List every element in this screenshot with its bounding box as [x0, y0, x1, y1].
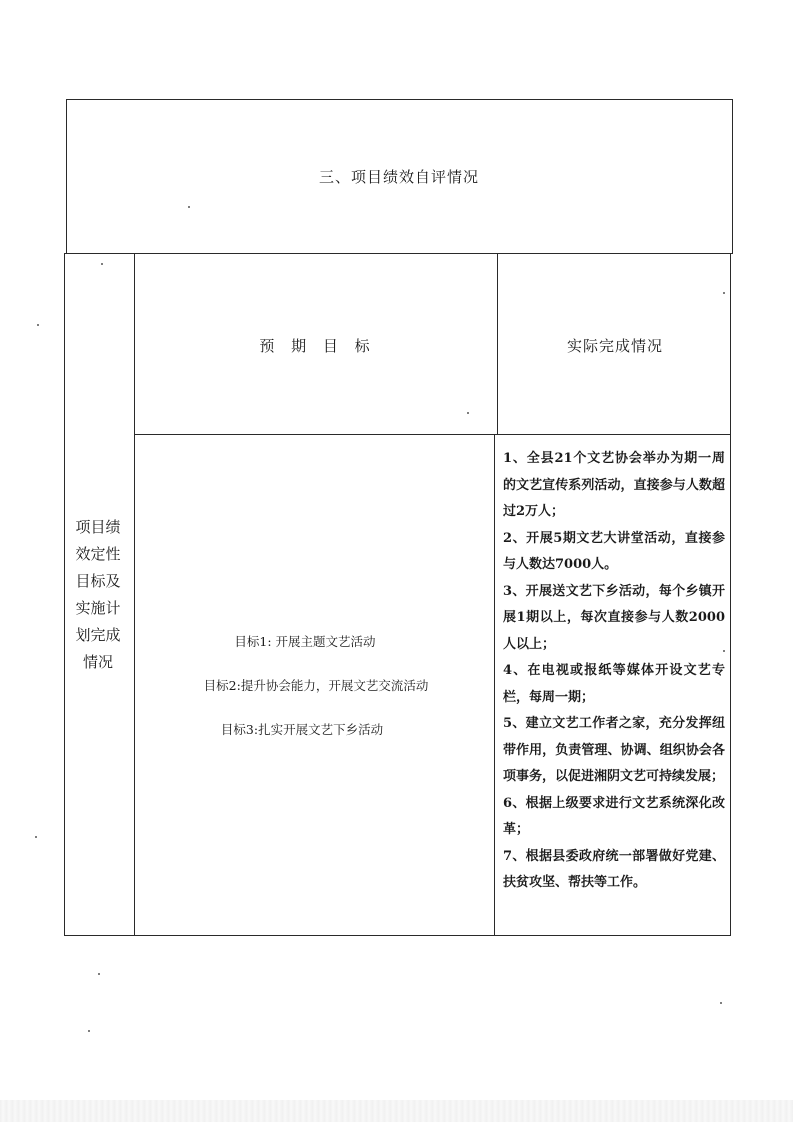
actual-item: 4、在电视或报纸等媒体开设文艺专栏，每周一期； — [503, 663, 725, 705]
scan-speck — [188, 206, 190, 208]
header-actual-completion: 实际完成情况 — [566, 336, 663, 355]
actual-item: 1、全县21个文艺协会举办为期一周的文艺宣传系列活动，直接参与人数超过2万人； — [503, 451, 725, 519]
label-column-divider — [134, 253, 135, 936]
scan-speck — [467, 412, 469, 414]
goal-item: 目标1: 开展主题文艺活动 — [234, 634, 376, 649]
section-title: 三、项目绩效自评情况 — [318, 167, 479, 186]
actual-item: 2、开展5期文艺大讲堂活动，直接参与人数达7000人。 — [503, 530, 725, 572]
header-row-divider — [135, 434, 731, 435]
actual-completion-cell — [503, 446, 725, 897]
scan-edge-texture — [0, 1100, 793, 1122]
scan-speck — [98, 973, 100, 975]
title-row-divider — [65, 253, 733, 254]
row-label: 项目绩效定性目标及实施计划完成情况 — [75, 518, 121, 671]
scan-speck — [723, 650, 725, 652]
table-border-right-top — [732, 99, 733, 254]
header-expected-goals: 预 期 目 标 — [259, 336, 376, 355]
actual-item: 7、根据县委政府统一部署做好党建、扶贫攻坚、帮扶等工作。 — [503, 848, 725, 890]
actual-item: 5、建立文艺工作者之家，充分发挥纽带作用，负责管理、协调、组织协会各项事务，以促进湘阴文艺可持续发展； — [503, 716, 725, 784]
scan-speck — [723, 292, 725, 294]
scan-speck — [101, 263, 103, 265]
scan-speck — [720, 1002, 722, 1004]
actual-item: 6、根据上级要求进行文艺系统深化改革； — [503, 795, 725, 837]
goal-item: 目标2:提升协会能力，开展文艺交流活动 — [203, 678, 429, 693]
goal-item: 目标3:扎实开展文艺下乡活动 — [220, 722, 384, 737]
table-border-bottom — [64, 935, 731, 936]
scan-speck — [88, 1030, 90, 1032]
scan-speck — [35, 836, 37, 838]
row-label-cell — [62, 256, 134, 934]
actual-item: 3、开展送文艺下乡活动，每个乡镇开展1期以上，每次直接参与人数2000人以上； — [503, 583, 725, 652]
scan-speck — [37, 324, 39, 326]
expected-goals-cell — [137, 436, 495, 934]
